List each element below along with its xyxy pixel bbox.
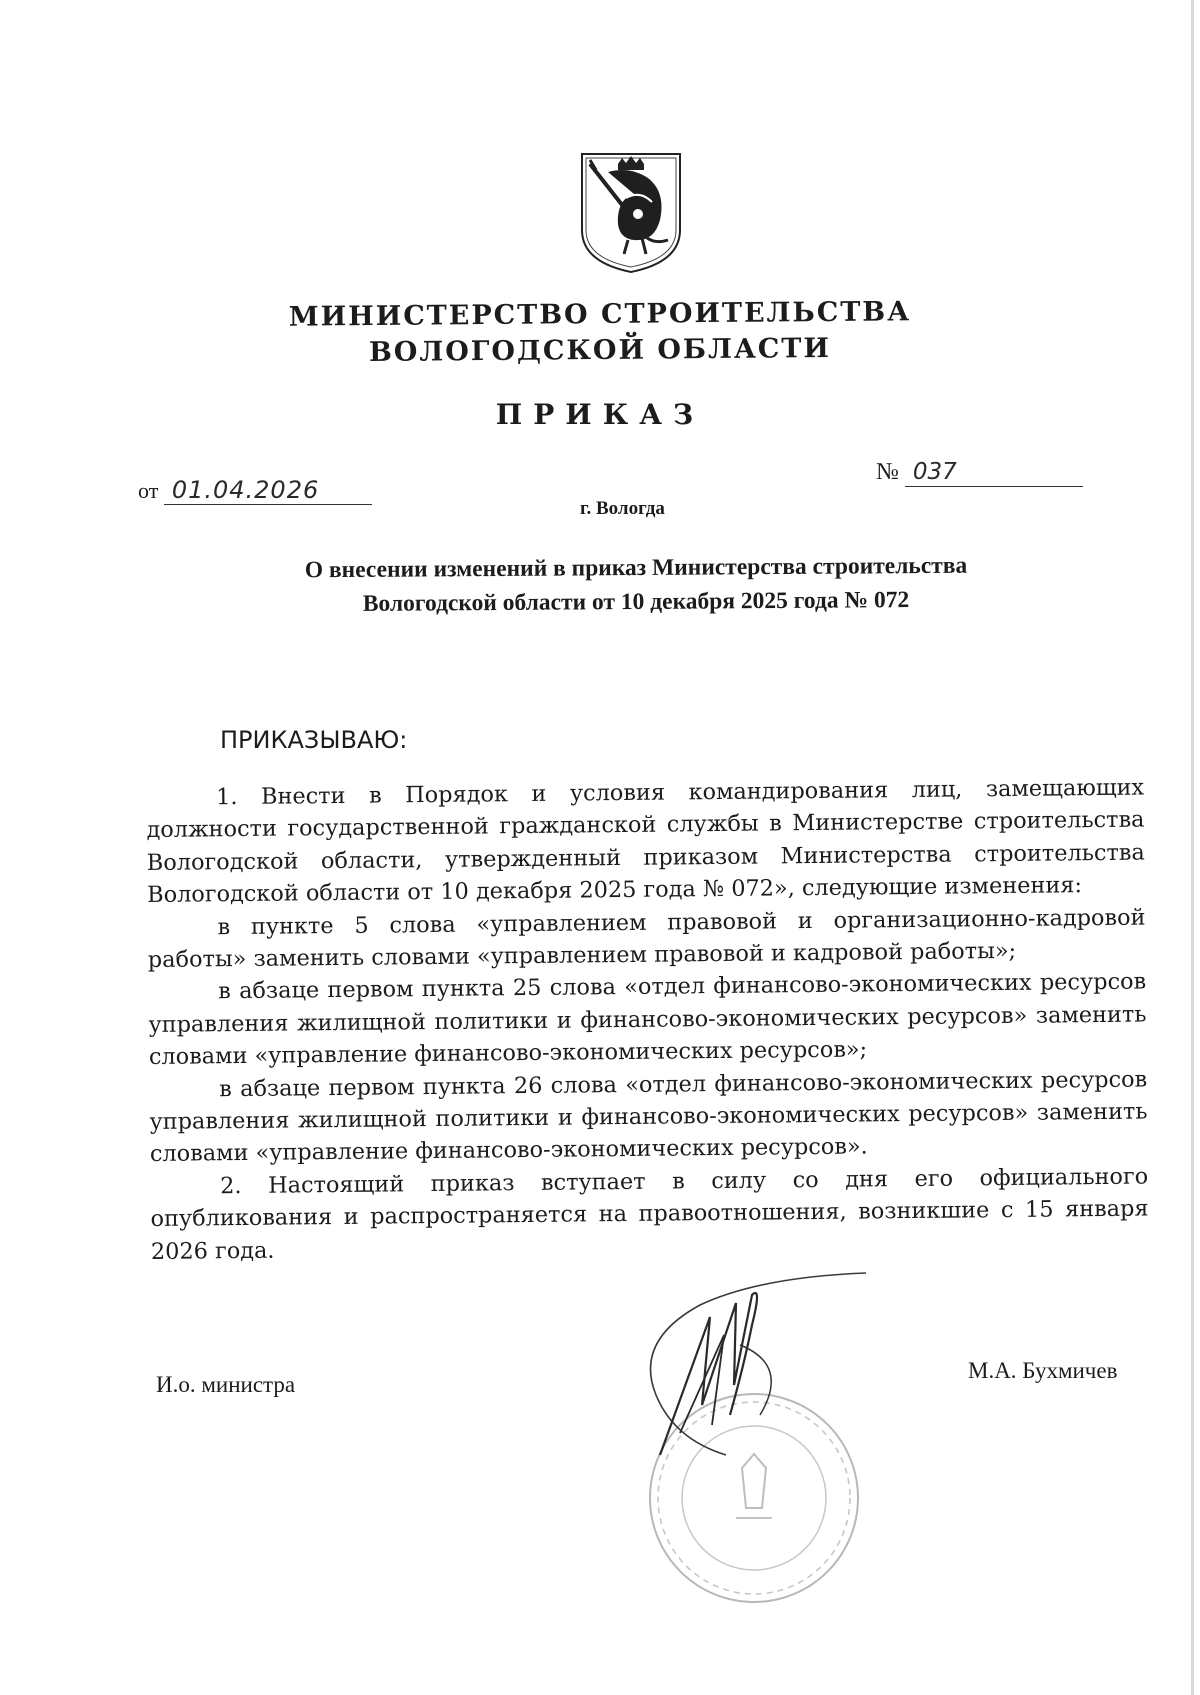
order-date [138, 476, 372, 505]
ministry-name-line2: ВОЛОГОДСКОЙ ОБЛАСТИ [368, 332, 832, 369]
paragraph: в абзаце первом пункта 25 слова «отдел финансово-экономических ресурсов управления жилищной политики и финансово-экономических ресурсов» заменить словами «управление финансово-экономических ресурсов»; [148, 968, 1147, 1071]
document-type: ПРИКАЗ [495, 398, 705, 431]
signatory-name: М.А. Бухмичев [968, 1358, 1118, 1383]
date-prefix: от [138, 478, 159, 503]
order-number [876, 458, 1083, 487]
coat-of-arms-icon [578, 150, 684, 276]
paragraph: в пункте 5 слова «управлением правовой и организационно-кадровой работы» заменить словами «управлением правовой и кадровой работы»; [147, 904, 1146, 974]
signatory-role: И.о. министра [156, 1372, 296, 1397]
handwritten-date: 01.04.2026 [164, 476, 372, 505]
scan-edge [1191, 0, 1194, 1695]
paragraph: 2. Настоящий приказ вступает в силу со дня его официального опубликования и распространяется на правоотношения, возникшие с 15 января 2026 года. [150, 1163, 1149, 1265]
handwritten-number: 037 [905, 458, 1083, 487]
city: г. Вологда [580, 498, 665, 519]
ministry-name-line1: МИНИСТЕРСТВО СТРОИТЕЛЬСТВА [288, 296, 912, 333]
paragraph: в абзаце первом пункта 26 слова «отдел финансово-экономических ресурсов управления жилищной политики и финансово-экономических ресурсов» заменить словами «управление финансово-экономических ресурсов». [149, 1066, 1148, 1168]
order-body [146, 772, 1149, 1269]
subject-line1: О внесении изменений в приказ Министерства строительства [304, 552, 968, 584]
paragraph: 1. Внести в Порядок и условия командирования лиц, замещающих должности государственной гражданской службы в Министерстве строительства Вологодской области, утвержденный приказом Министерства строительства Вологодской области от 10 декабря 2025 года № 072», следующие изменения: [146, 774, 1145, 909]
handwritten-signature-icon [640, 1255, 900, 1485]
number-prefix: № [876, 459, 899, 485]
subject-line2: Вологодской области от 10 декабря 2025 года № 072 [362, 587, 910, 617]
orders-heading: ПРИКАЗЫВАЮ: [220, 726, 408, 754]
